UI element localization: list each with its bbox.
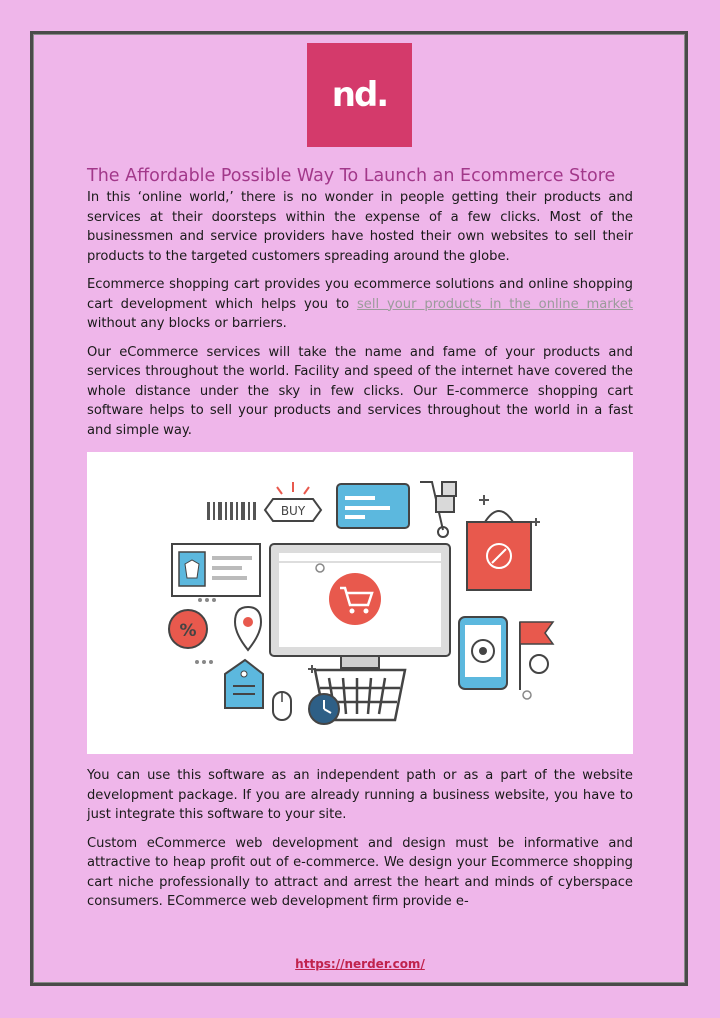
paragraph-5: Custom eCommerce web development and design must be informative and attractive to heap profit out of e-commerce. We design your Ecommerce shopping cart niche professionally to attract and arrest the heart and minds of cyberspace consumers. ECommerce web development firm provide e-	[87, 835, 633, 909]
paragraph-2-text-b: without any blocks or barriers.	[87, 316, 287, 331]
ecommerce-illustration	[87, 452, 633, 754]
buy-label: BUY	[280, 504, 306, 518]
paragraph-2-text-a: Ecommerce shopping cart provides you ecommerce solutions and online shopping cart development which helps you to	[87, 277, 633, 312]
article-title: The Affordable Possible Way To Launch an Ecommerce Store	[87, 166, 616, 186]
location-pin-icon	[235, 607, 261, 650]
hand-truck-icon	[420, 482, 456, 537]
shopping-cart-icon	[329, 573, 381, 625]
paragraph-4: You can use this software as an independent path or as a part of the website development package. If you are already running a business website, you have to just integrate this software to your site.	[87, 768, 633, 822]
article-content	[87, 160, 633, 921]
paragraph-3: Our eCommerce services will take the name and fame of your products and services throughout the world. Facility and speed of the internet have covered the whole distance under the sky in few clicks. Our E-commerce shopping cart software helps to sell your products and services throughout the world in a fast and simple way.	[87, 344, 633, 438]
buy-tag-icon	[265, 482, 321, 521]
sell-products-link[interactable]: sell your products in the online market	[356, 296, 633, 312]
footer-website-link[interactable]: https://nerder.com/	[295, 957, 425, 971]
product-card-icon	[172, 544, 260, 596]
price-tag-icon	[225, 660, 263, 708]
paragraph-2	[87, 275, 633, 334]
mouse-icon	[273, 692, 291, 720]
brand-logo[interactable]	[307, 43, 412, 147]
clock-icon	[309, 694, 339, 724]
flag-sign-icon	[520, 622, 553, 690]
logo-text: nd.	[331, 75, 388, 115]
barcode-icon	[207, 502, 256, 520]
credit-card-icon	[337, 484, 409, 528]
paragraph-1: In this ‘online world,’ there is no wonder in people getting their products and services at their doorsteps within the expense of a few clicks. Most of the businessmen and service providers have hosted their own websites to sell their products to the targeted customers spreading around the globe.	[87, 190, 633, 264]
shopping-bag-icon	[467, 511, 531, 590]
percent-label: %	[179, 621, 197, 641]
discount-percent-icon	[169, 610, 207, 648]
phone-settings-icon	[459, 617, 507, 689]
